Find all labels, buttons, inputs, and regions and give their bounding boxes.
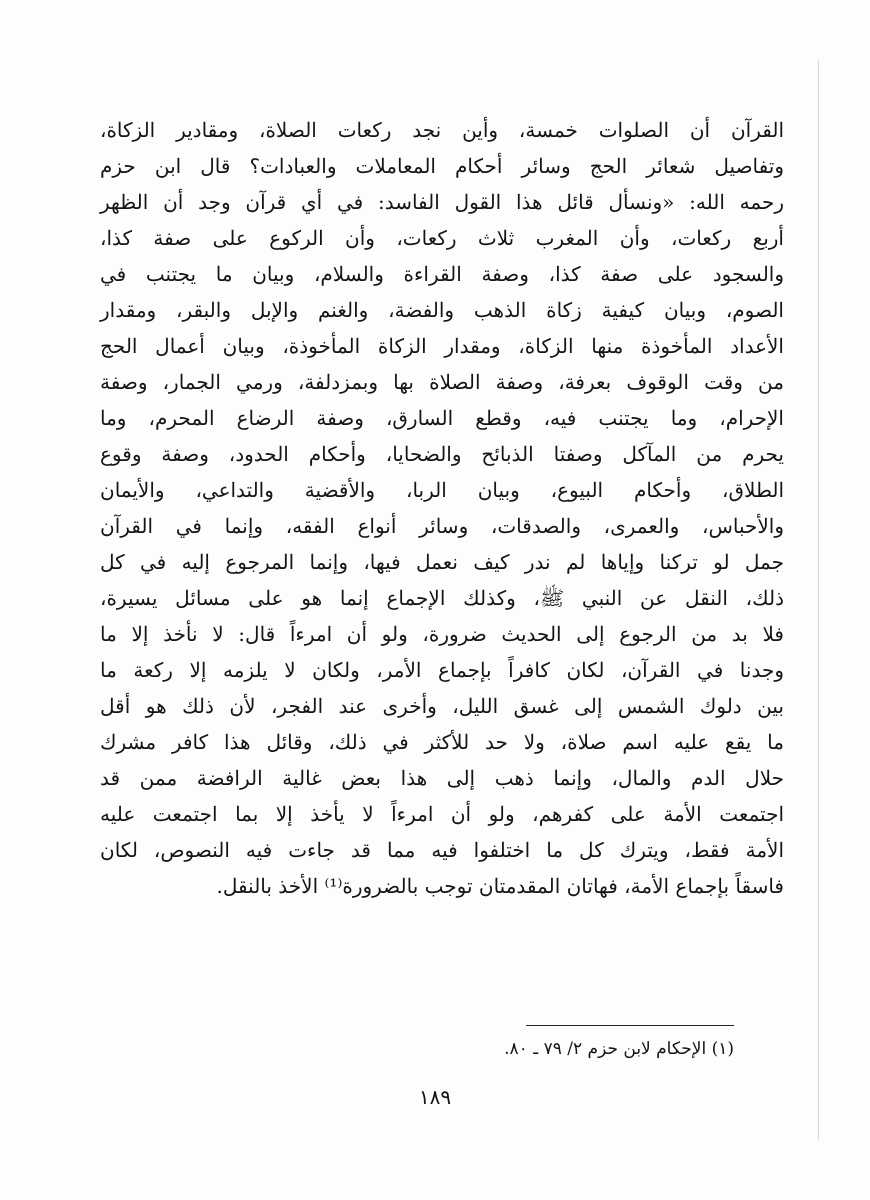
text-line: اجتمعت الأمة على كفرهم، ولو أن امرءاً لا يأخذ إلا بما اجتمعت عليه — [100, 802, 784, 826]
text-line: الطلاق، وأحكام البيوع، وبيان الربا، والأقضية والتداعي، والأيمان — [100, 478, 784, 502]
text-line: الأمة فقط، ويترك كل ما اختلفوا فيه مما قد جاءت فيه النصوص، لكان — [100, 838, 784, 862]
text-line: جمل لو تركنا وإياها لم ندر كيف نعمل فيها، وإنما المرجوع إليه في كل — [100, 550, 784, 574]
footnote: (١) الإحكام لابن حزم ٢/ ٧٩ ـ ٨٠. — [504, 1039, 734, 1059]
text-line: الإحرام، وما يجتنب فيه، وقطع السارق، وصفة الرضاع المحرم، وما — [100, 406, 784, 430]
footnote-separator — [526, 1025, 734, 1026]
text-line: والأحباس، والعمرى، والصدقات، وسائر أنواع الفقه، وإنما في القرآن — [100, 514, 784, 538]
page-edge-line — [818, 60, 819, 1140]
text-line: يحرم من المآكل وصفتا الذبائح والضحايا، وأحكام الحدود، وصفة وقوع — [100, 442, 784, 466]
page-number: ١٨٩ — [418, 1085, 452, 1109]
text-line: فلا بد من الرجوع إلى الحديث ضرورة، ولو أن امرءاً قال: لا نأخذ إلا ما — [100, 622, 784, 646]
text-line: وتفاصيل شعائر الحج وسائر أحكام المعاملات والعبادات؟ قال ابن حزم — [100, 154, 784, 178]
text-line: الصوم، وبيان كيفية زكاة الذهب والفضة، والغنم والإبل والبقر، ومقدار — [100, 298, 784, 322]
text-line: من وقت الوقوف بعرفة، وصفة الصلاة بها وبمزدلفة، ورمي الجمار، وصفة — [100, 370, 784, 394]
text-line: أربع ركعات، وأن المغرب ثلاث ركعات، وأن الركوع على صفة كذا، — [100, 226, 784, 250]
text-line-last: فاسقاً بإجماع الأمة، فهاتان المقدمتان توجب بالضرورة⁽¹⁾ الأخذ بالنقل. — [216, 874, 784, 898]
text-line: الأعداد المأخوذة منها الزكاة، ومقدار الزكاة المأخوذة، وبيان أعمال الحج — [100, 334, 784, 358]
text-line: وجدنا في القرآن، لكان كافراً بإجماع الأمر، ولكان لا يلزمه إلا ركعة ما — [100, 658, 784, 682]
text-line: القرآن أن الصلوات خمسة، وأين نجد ركعات الصلاة، ومقادير الزكاة، — [100, 118, 784, 142]
text-line: ما يقع عليه اسم صلاة، ولا حد للأكثر في ذلك، وقائل هذا كافر مشرك — [100, 730, 784, 754]
text-line: ذلك، النقل عن النبي ﷺ، وكذلك الإجماع إنما هو على مسائل يسيرة، — [100, 586, 784, 610]
text-line: رحمه الله: «ونسأل قائل هذا القول الفاسد: في أي قرآن وجد أن الظهر — [100, 190, 784, 214]
main-text-block — [100, 112, 784, 904]
text-line: بين دلوك الشمس إلى غسق الليل، وأخرى عند الفجر، لأن ذلك هو أقل — [100, 694, 784, 718]
text-line: والسجود على صفة كذا، وصفة القراءة والسلام، وبيان ما يجتنب في — [100, 262, 784, 286]
text-line: حلال الدم والمال، وإنما ذهب إلى هذا بعض غالية الرافضة ممن قد — [100, 766, 784, 790]
